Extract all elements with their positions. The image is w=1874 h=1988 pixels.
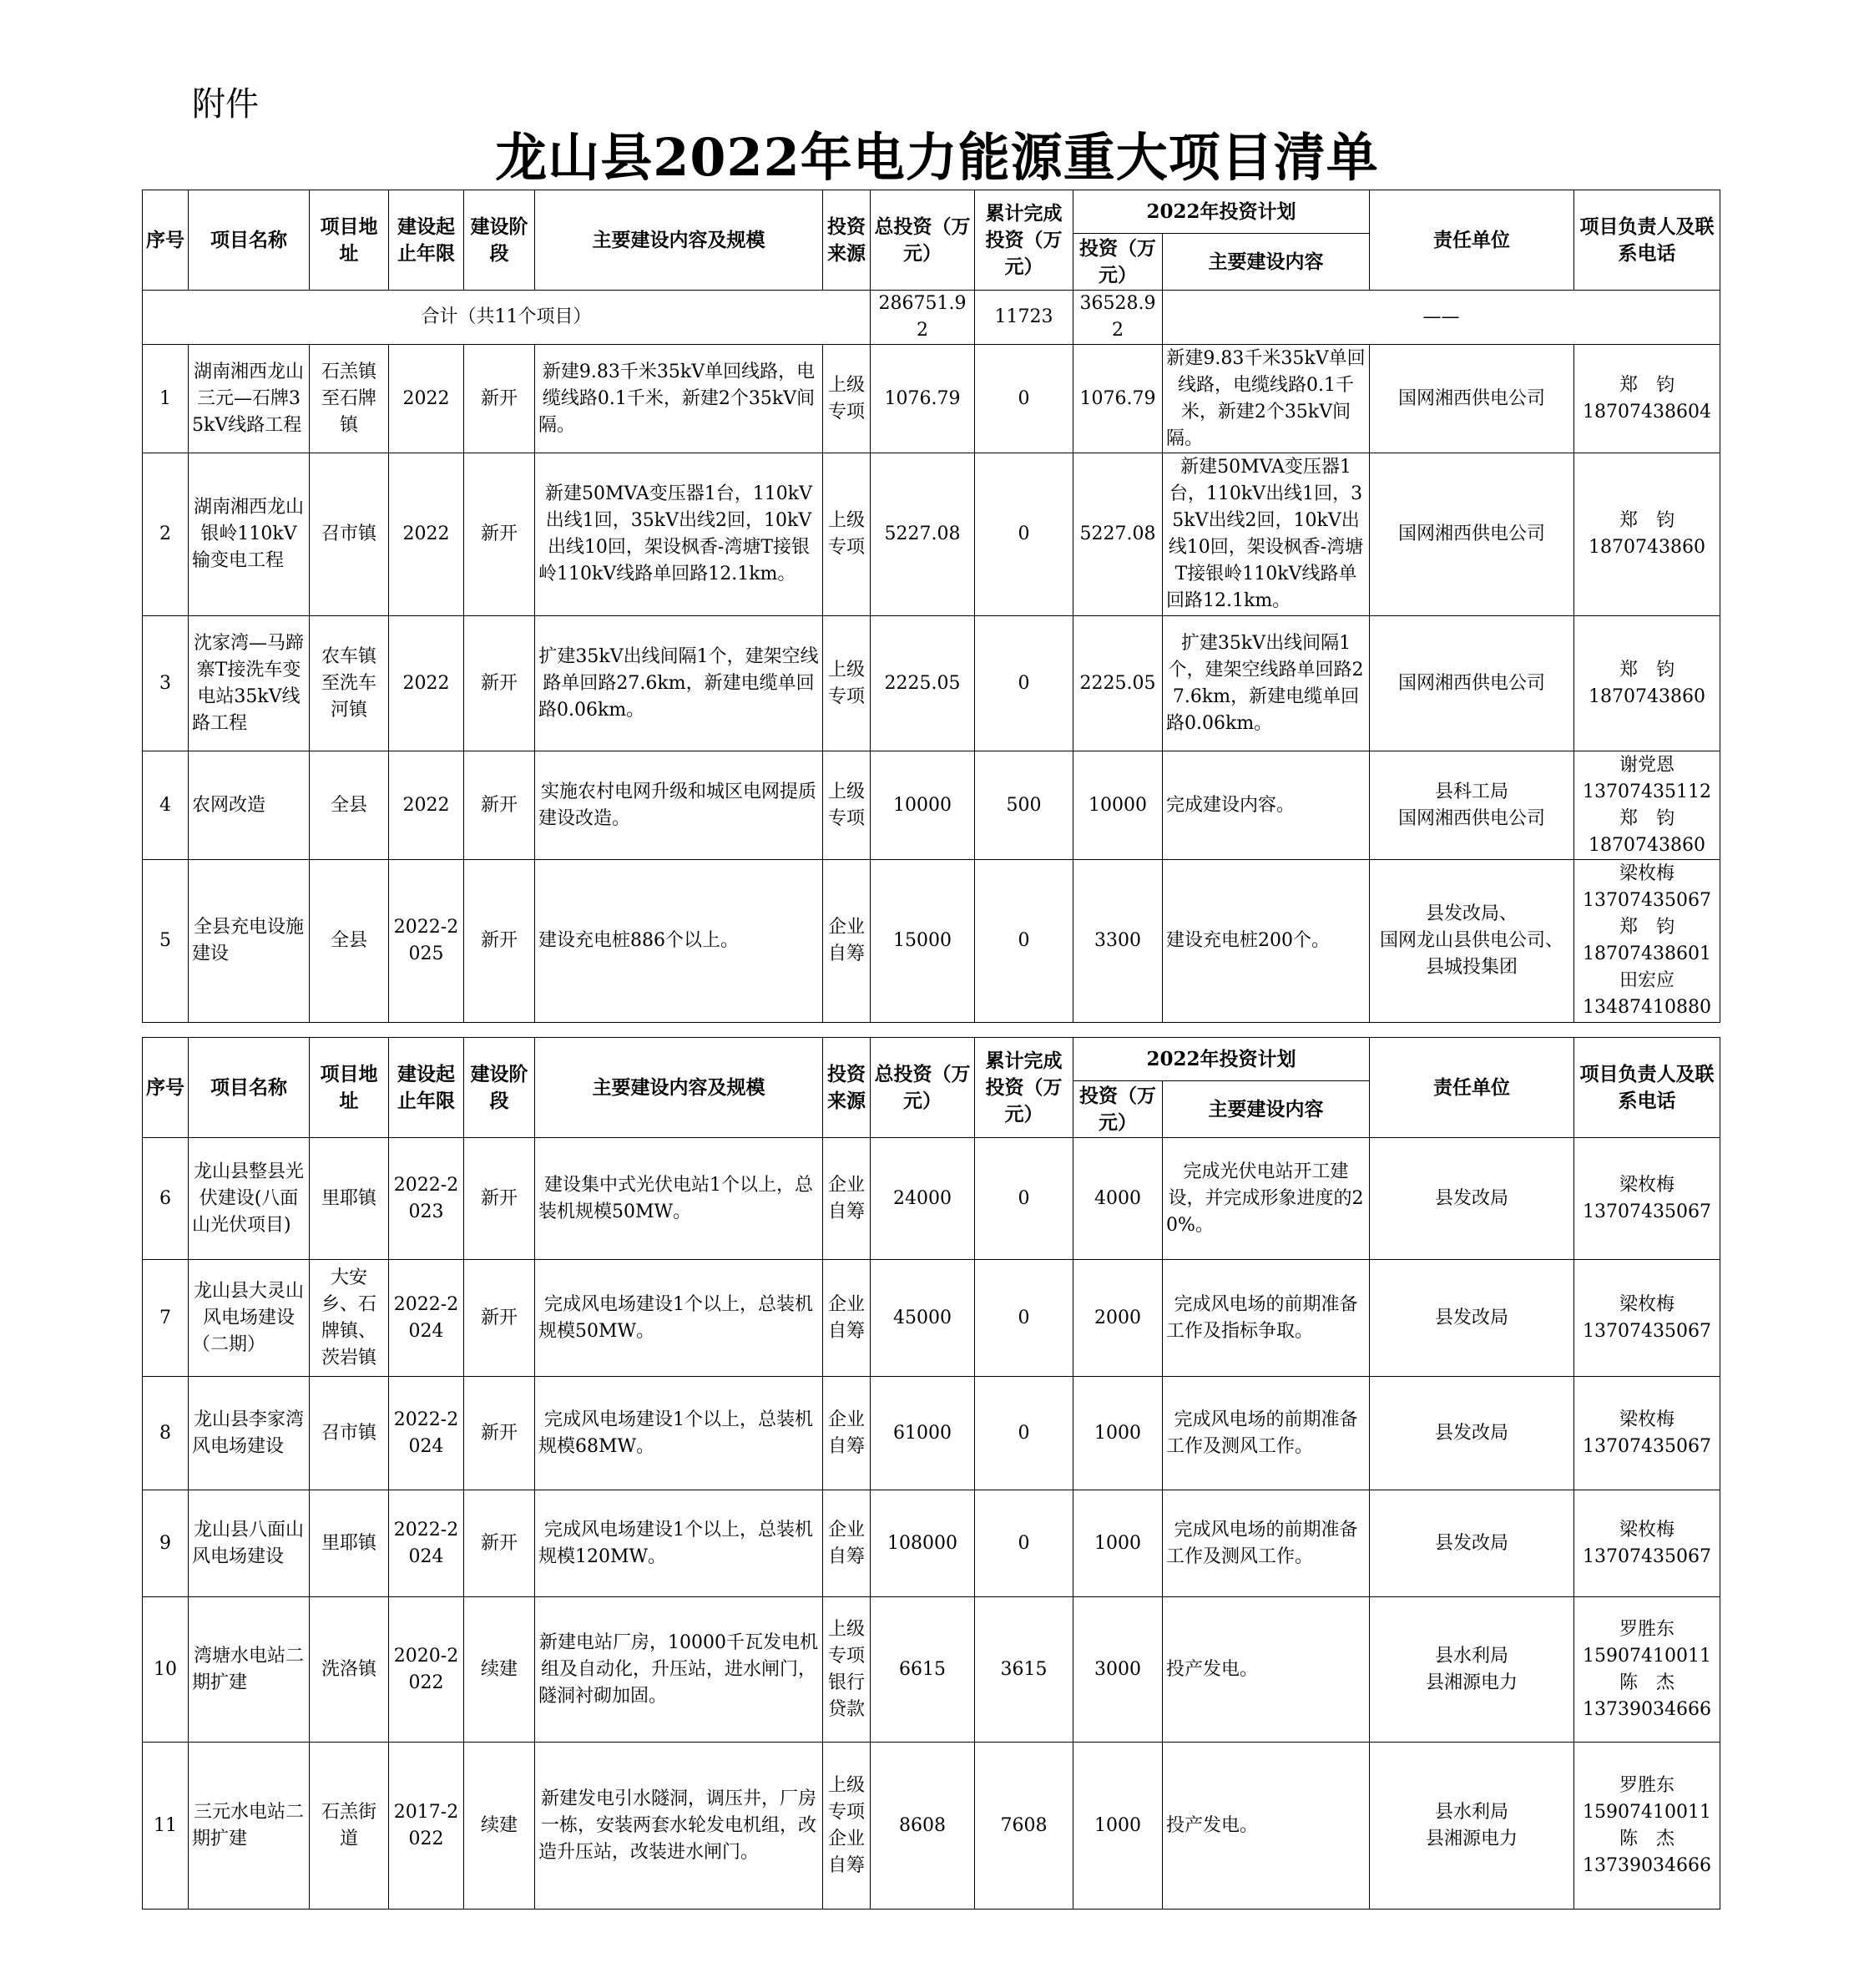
cell-location: 召市镇: [310, 1377, 389, 1490]
cell-contact-line: 梁枚梅: [1619, 1409, 1675, 1430]
cell-contact: [1574, 1138, 1720, 1260]
cell-unit-line: 国网湘西供电公司: [1398, 524, 1546, 544]
cell-contact-line: 梁枚梅: [1619, 1519, 1675, 1540]
cell-period: 2022-2024: [389, 1260, 464, 1377]
cell-contact: [1574, 453, 1720, 616]
cell-content: 完成风电场建设1个以上，总装机规模50MW。: [535, 1260, 823, 1377]
cell-unit-line: 县湘源电力: [1426, 1828, 1518, 1849]
cell-contact-line: 13707435067: [1583, 1435, 1711, 1457]
cell-contact-line: 郑 钧: [1619, 659, 1675, 680]
cell-period: 2020-2022: [389, 1597, 464, 1743]
table-row: [143, 1377, 1720, 1490]
cell-completed: 0: [975, 453, 1073, 616]
cell-period: 2022: [389, 345, 464, 453]
header-seq: 序号: [143, 1038, 189, 1138]
cell-total: 6615: [871, 1597, 975, 1743]
header-plan-group: 2022年投资计划: [1073, 1038, 1370, 1081]
cell-unit: [1370, 453, 1574, 616]
cell-stage: 续建: [464, 1743, 535, 1910]
cell-unit: [1370, 1490, 1574, 1597]
cell-plan-content: 投产发电。: [1163, 1743, 1370, 1910]
cell-plan-content: 新建50MVA变压器1台，110kV出线1回，35kV出线2回，10kV出线10回，架设枫香-湾塘T接银岭110kV线路单回路12.1km。: [1163, 453, 1370, 616]
cell-plan-invest: 2000: [1073, 1260, 1163, 1377]
header-source: 投资来源: [823, 190, 871, 291]
header-plan-group: 2022年投资计划: [1073, 190, 1370, 234]
cell-source: 上级专项银行贷款: [823, 1597, 871, 1743]
table-row: [143, 1260, 1720, 1377]
cell-completed: 500: [975, 751, 1073, 860]
cell-contact-line: 13707435067: [1583, 1320, 1711, 1342]
cell-location: 里耶镇: [310, 1138, 389, 1260]
header-name: 项目名称: [189, 190, 310, 291]
table-row: [143, 860, 1720, 1023]
cell-completed: 0: [975, 1490, 1073, 1597]
summary-dash: ——: [1163, 291, 1720, 345]
cell-completed: 3615: [975, 1597, 1073, 1743]
cell-seq: 5: [143, 860, 189, 1023]
cell-plan-invest: 4000: [1073, 1138, 1163, 1260]
cell-location: 大安乡、石牌镇、茨岩镇: [310, 1260, 389, 1377]
header-plan-content: 主要建设内容: [1163, 1081, 1370, 1138]
table-row: [143, 1743, 1720, 1910]
cell-stage: 续建: [464, 1597, 535, 1743]
header-source: 投资来源: [823, 1038, 871, 1138]
cell-total: 24000: [871, 1138, 975, 1260]
cell-total: 5227.08: [871, 453, 975, 616]
cell-period: 2022: [389, 453, 464, 616]
cell-stage: 新开: [464, 345, 535, 453]
cell-source: 企业自筹: [823, 1377, 871, 1490]
table-row: [143, 345, 1720, 453]
cell-period: 2022: [389, 751, 464, 860]
cell-contact-line: 郑 钧: [1619, 510, 1675, 531]
cell-period: 2022: [389, 616, 464, 751]
cell-seq: 9: [143, 1490, 189, 1597]
header-period: 建设起止年限: [389, 1038, 464, 1138]
cell-unit: [1370, 860, 1574, 1023]
summary-label: 合计（共11个项目）: [143, 291, 871, 345]
cell-content: 完成风电场建设1个以上，总装机规模68MW。: [535, 1377, 823, 1490]
cell-completed: 0: [975, 1260, 1073, 1377]
cell-contact-line: 18707438601: [1583, 943, 1711, 964]
cell-plan-content: 完成风电场的前期准备工作及测风工作。: [1163, 1490, 1370, 1597]
cell-contact: [1574, 1743, 1720, 1910]
cell-total: 45000: [871, 1260, 975, 1377]
header-unit: 责任单位: [1370, 1038, 1574, 1138]
header-contact: 项目负责人及联系电话: [1574, 1038, 1720, 1138]
cell-unit-line: 县发改局: [1435, 1307, 1509, 1328]
cell-unit-line: 县水利局: [1435, 1645, 1509, 1667]
table-row: [143, 1597, 1720, 1743]
cell-source: 上级专项: [823, 453, 871, 616]
cell-plan-content: 完成风电场的前期准备工作及指标争取。: [1163, 1260, 1370, 1377]
cell-plan-invest: 1000: [1073, 1377, 1163, 1490]
cell-location: 农车镇至洗车河镇: [310, 616, 389, 751]
cell-unit-line: 县发改局: [1435, 1422, 1509, 1444]
cell-completed: 0: [975, 616, 1073, 751]
header-location: 项目地址: [310, 190, 389, 291]
cell-period: 2022-2023: [389, 1138, 464, 1260]
cell-location: 石羔街道: [310, 1743, 389, 1910]
header-plan-invest: 投资（万元）: [1073, 1081, 1163, 1138]
header-plan-content: 主要建设内容: [1163, 234, 1370, 291]
cell-contact-line: 13707435112: [1583, 781, 1711, 802]
cell-contact-line: 陈 杰: [1619, 1672, 1675, 1693]
cell-location: 石羔镇至石牌镇: [310, 345, 389, 453]
cell-plan-invest: 10000: [1073, 751, 1163, 860]
cell-unit: [1370, 345, 1574, 453]
cell-contact-line: 1870743860: [1589, 685, 1705, 707]
cell-contact-line: 郑 钧: [1619, 374, 1675, 396]
cell-plan-content: 新建9.83千米35kV单回线路，电缆线路0.1千米，新建2个35kV间隔。: [1163, 345, 1370, 453]
cell-contact-line: 罗胜东: [1619, 1618, 1675, 1640]
header-stage: 建设阶段: [464, 1038, 535, 1138]
header-period: 建设起止年限: [389, 190, 464, 291]
cell-plan-content: 扩建35kV出线间隔1个，建架空线路单回路27.6km，新建电缆单回路0.06km。: [1163, 616, 1370, 751]
cell-unit-line: 县湘源电力: [1426, 1672, 1518, 1693]
cell-contact-line: 13707435067: [1583, 890, 1711, 911]
cell-name: 龙山县李家湾风电场建设: [189, 1377, 310, 1490]
cell-name: 农网改造: [189, 751, 310, 860]
cell-source: 企业自筹: [823, 1138, 871, 1260]
cell-name: 龙山县大灵山风电场建设（二期）: [189, 1260, 310, 1377]
attachment-label: 附件: [192, 85, 259, 124]
cell-seq: 2: [143, 453, 189, 616]
summary-completed: 11723: [975, 291, 1073, 345]
cell-contact: [1574, 751, 1720, 860]
cell-plan-invest: 1000: [1073, 1490, 1163, 1597]
cell-total: 1076.79: [871, 345, 975, 453]
cell-contact-line: 13739034666: [1583, 1854, 1711, 1876]
header-location: 项目地址: [310, 1038, 389, 1138]
cell-seq: 8: [143, 1377, 189, 1490]
cell-unit: [1370, 616, 1574, 751]
cell-plan-content: 完成建设内容。: [1163, 751, 1370, 860]
header-completed: 累计完成投资（万元）: [975, 1038, 1073, 1138]
cell-unit: [1370, 1260, 1574, 1377]
cell-location: 里耶镇: [310, 1490, 389, 1597]
cell-plan-content: 完成风电场的前期准备工作及测风工作。: [1163, 1377, 1370, 1490]
cell-completed: 0: [975, 1138, 1073, 1260]
cell-stage: 新开: [464, 1377, 535, 1490]
cell-contact: [1574, 1377, 1720, 1490]
cell-plan-invest: 2225.05: [1073, 616, 1163, 751]
cell-name: 湾塘水电站二期扩建: [189, 1597, 310, 1743]
cell-plan-invest: 3300: [1073, 860, 1163, 1023]
cell-plan-invest: 1076.79: [1073, 345, 1163, 453]
cell-contact-line: 13739034666: [1583, 1698, 1711, 1720]
cell-seq: 11: [143, 1743, 189, 1910]
cell-source: 上级专项企业自筹: [823, 1743, 871, 1910]
cell-contact-line: 15907410011: [1583, 1801, 1711, 1823]
cell-content: 新建电站厂房，10000千瓦发电机组及自动化，升压站，进水闸门，隧洞衬砌加固。: [535, 1597, 823, 1743]
cell-contact-line: 18707438604: [1583, 401, 1711, 422]
cell-name: 湖南湘西龙山三元—石牌35kV线路工程: [189, 345, 310, 453]
cell-plan-invest: 3000: [1073, 1597, 1163, 1743]
cell-name: 龙山县八面山风电场建设: [189, 1490, 310, 1597]
header-unit: 责任单位: [1370, 190, 1574, 291]
cell-period: 2022-2024: [389, 1377, 464, 1490]
summary-plan-invest: 36528.92: [1073, 291, 1163, 345]
cell-source: 企业自筹: [823, 1260, 871, 1377]
cell-total: 108000: [871, 1490, 975, 1597]
cell-contact-line: 罗胜东: [1619, 1774, 1675, 1796]
header-name: 项目名称: [189, 1038, 310, 1138]
cell-content: 实施农村电网升级和城区电网提质建设改造。: [535, 751, 823, 860]
header-completed: 累计完成投资（万元）: [975, 190, 1073, 291]
header-plan-invest: 投资（万元）: [1073, 234, 1163, 291]
cell-contact-line: 1870743860: [1589, 834, 1705, 856]
summary-row: [143, 291, 1720, 345]
cell-contact-line: 陈 杰: [1619, 1828, 1675, 1849]
cell-contact-line: 郑 钧: [1619, 807, 1675, 829]
cell-unit: [1370, 1743, 1574, 1910]
cell-unit-line: 县发改局: [1435, 1187, 1509, 1209]
cell-period: 2022-2025: [389, 860, 464, 1023]
header-seq: 序号: [143, 190, 189, 291]
cell-contact: [1574, 860, 1720, 1023]
table-row: [143, 751, 1720, 860]
cell-stage: 新开: [464, 1138, 535, 1260]
table-row: [143, 1490, 1720, 1597]
cell-contact: [1574, 1260, 1720, 1377]
cell-contact: [1574, 1597, 1720, 1743]
cell-location: 全县: [310, 860, 389, 1023]
cell-contact-line: 梁枚梅: [1619, 863, 1675, 884]
cell-contact: [1574, 1490, 1720, 1597]
cell-name: 沈家湾—马蹄寨T接洗车变电站35kV线路工程: [189, 616, 310, 751]
cell-unit: [1370, 751, 1574, 860]
cell-unit-line: 国网龙山县供电公司、: [1380, 930, 1564, 951]
cell-unit-line: 县城投集团: [1426, 957, 1518, 978]
cell-period: 2022-2024: [389, 1490, 464, 1597]
cell-completed: 0: [975, 860, 1073, 1023]
cell-content: 建设充电桩886个以上。: [535, 860, 823, 1023]
cell-unit-line: 国网湘西供电公司: [1398, 672, 1546, 694]
cell-unit-line: 县发改局、: [1426, 903, 1518, 924]
header-total: 总投资（万元）: [871, 190, 975, 291]
cell-total: 15000: [871, 860, 975, 1023]
cell-contact-line: 13707435067: [1583, 1545, 1711, 1567]
project-table-page-2: [142, 1037, 1720, 1910]
cell-source: 企业自筹: [823, 1490, 871, 1597]
cell-plan-content: 建设充电桩200个。: [1163, 860, 1370, 1023]
cell-plan-content: 投产发电。: [1163, 1597, 1370, 1743]
cell-content: 新建9.83千米35kV单回线路，电缆线路0.1千米，新建2个35kV间隔。: [535, 345, 823, 453]
cell-source: 企业自筹: [823, 860, 871, 1023]
cell-total: 8608: [871, 1743, 975, 1910]
cell-unit-line: 县水利局: [1435, 1801, 1509, 1823]
cell-stage: 新开: [464, 453, 535, 616]
cell-name: 全县充电设施建设: [189, 860, 310, 1023]
cell-contact-line: 13707435067: [1583, 1201, 1711, 1222]
table-header: [143, 190, 1720, 291]
cell-unit-line: 国网湘西供电公司: [1398, 807, 1546, 829]
cell-source: 上级专项: [823, 345, 871, 453]
cell-name: 龙山县整县光伏建设(八面山光伏项目): [189, 1138, 310, 1260]
cell-contact-line: 13487410880: [1583, 997, 1711, 1018]
cell-unit-line: 县发改局: [1435, 1532, 1509, 1554]
cell-content: 建设集中式光伏电站1个以上，总装机规模50MW。: [535, 1138, 823, 1260]
cell-stage: 新开: [464, 751, 535, 860]
cell-contact: [1574, 345, 1720, 453]
header-stage: 建设阶段: [464, 190, 535, 291]
cell-source: 上级专项: [823, 751, 871, 860]
cell-plan-invest: 1000: [1073, 1743, 1163, 1910]
cell-contact-line: 梁枚梅: [1619, 1174, 1675, 1196]
cell-content: 新建50MVA变压器1台，110kV出线1回，35kV出线2回，10kV出线10回，架设枫香-湾塘T接银岭110kV线路单回路12.1km。: [535, 453, 823, 616]
cell-total: 10000: [871, 751, 975, 860]
cell-contact-line: 梁枚梅: [1619, 1293, 1675, 1315]
cell-contact-line: 郑 钧: [1619, 917, 1675, 938]
cell-stage: 新开: [464, 1490, 535, 1597]
cell-plan-content: 完成光伏电站开工建设，并完成形象进度的20%。: [1163, 1138, 1370, 1260]
cell-seq: 4: [143, 751, 189, 860]
header-content: 主要建设内容及规模: [535, 1038, 823, 1138]
page-title: 龙山县2022年电力能源重大项目清单: [495, 127, 1379, 188]
cell-location: 召市镇: [310, 453, 389, 616]
summary-total: 286751.92: [871, 291, 975, 345]
cell-contact-line: 1870743860: [1589, 537, 1705, 558]
cell-total: 61000: [871, 1377, 975, 1490]
cell-seq: 1: [143, 345, 189, 453]
cell-unit: [1370, 1597, 1574, 1743]
header-content: 主要建设内容及规模: [535, 190, 823, 291]
cell-source: 上级专项: [823, 616, 871, 751]
cell-seq: 7: [143, 1260, 189, 1377]
cell-seq: 10: [143, 1597, 189, 1743]
cell-unit-line: 县科工局: [1435, 781, 1509, 802]
cell-seq: 3: [143, 616, 189, 751]
cell-location: 洗洛镇: [310, 1597, 389, 1743]
cell-unit: [1370, 1138, 1574, 1260]
cell-unit: [1370, 1377, 1574, 1490]
cell-period: 2017-2022: [389, 1743, 464, 1910]
project-table-page-1: [142, 190, 1720, 1023]
header-total: 总投资（万元）: [871, 1038, 975, 1138]
table-header: [143, 1038, 1720, 1138]
table-row: [143, 616, 1720, 751]
cell-stage: 新开: [464, 616, 535, 751]
cell-contact-line: 15907410011: [1583, 1645, 1711, 1667]
cell-name: 三元水电站二期扩建: [189, 1743, 310, 1910]
cell-completed: 0: [975, 345, 1073, 453]
cell-contact: [1574, 616, 1720, 751]
cell-content: 完成风电场建设1个以上，总装机规模120MW。: [535, 1490, 823, 1597]
cell-location: 全县: [310, 751, 389, 860]
cell-completed: 0: [975, 1377, 1073, 1490]
table-row: [143, 453, 1720, 616]
cell-name: 湖南湘西龙山银岭110kV输变电工程: [189, 453, 310, 616]
cell-stage: 新开: [464, 1260, 535, 1377]
cell-contact-line: 田宏应: [1619, 970, 1675, 991]
header-contact: 项目负责人及联系电话: [1574, 190, 1720, 291]
cell-contact-line: 谢党恩: [1619, 754, 1675, 776]
cell-stage: 新开: [464, 860, 535, 1023]
cell-unit-line: 国网湘西供电公司: [1398, 387, 1546, 409]
cell-content: 扩建35kV出线间隔1个，建架空线路单回路27.6km，新建电缆单回路0.06km。: [535, 616, 823, 751]
cell-content: 新建发电引水隧洞，调压井，厂房一栋，安装两套水轮发电机组，改造升压站，改装进水闸门。: [535, 1743, 823, 1910]
table-row: [143, 1138, 1720, 1260]
cell-seq: 6: [143, 1138, 189, 1260]
cell-total: 2225.05: [871, 616, 975, 751]
cell-completed: 7608: [975, 1743, 1073, 1910]
cell-plan-invest: 5227.08: [1073, 453, 1163, 616]
